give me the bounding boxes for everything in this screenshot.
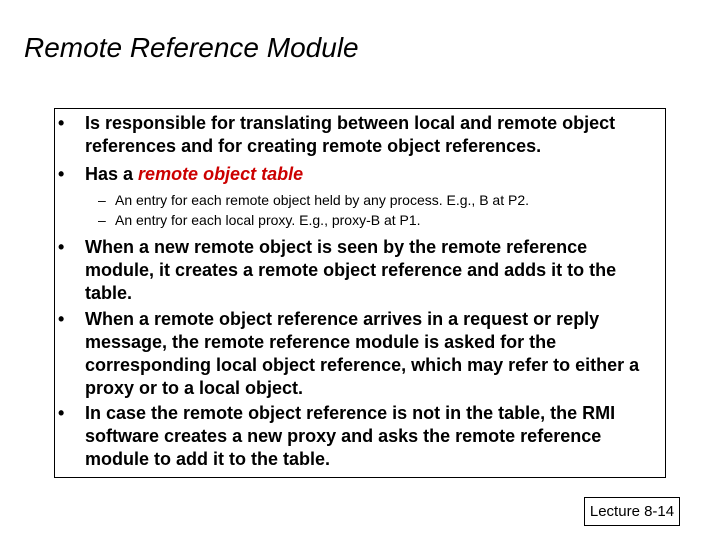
dash-icon: – (98, 192, 106, 208)
remote-object-table-highlight: remote object table (138, 164, 304, 184)
bullet-dot-icon: • (58, 403, 65, 423)
bullet-text-2 (58, 163, 658, 186)
bullet-text-1: Is responsible for translating between local and remote object references and for creating remote object references. (85, 113, 616, 156)
sub-text-1: An entry for each remote object held by any process. E.g., B at P2. (115, 192, 529, 208)
sub-item-2 (98, 210, 658, 230)
bullet-dot-icon: • (58, 113, 65, 133)
bullet-text-2-prefix: Has a (85, 164, 139, 184)
bullet-item-3 (58, 236, 658, 305)
bullet-dot-icon: • (58, 309, 65, 329)
bullet-dot-icon: • (58, 237, 65, 257)
bullet-text-5: In case the remote object reference is not in the table, the RMI software creates a new proxy and asks the remote reference module to add it to the table. (85, 403, 616, 469)
bullet-text-3: When a new remote object is seen by the remote reference module, it creates a remote object reference and adds it to the table. (85, 237, 617, 303)
sub-item-1 (98, 190, 658, 210)
slide-title: Remote Reference Module (24, 32, 359, 63)
bullet-dot-icon: • (58, 164, 65, 184)
bullet-item-4 (58, 308, 658, 400)
bullet-item-2 (58, 163, 658, 186)
bullet-item-5 (58, 402, 658, 471)
dash-icon: – (98, 212, 106, 228)
slide-number-label: Lecture 8-14 (584, 497, 680, 526)
bullet-text-4: When a remote object reference arrives in a request or reply message, the remote reference module is asked for the corresponding local object reference, which may refer to either a proxy or to a local object. (85, 309, 640, 398)
bullet-item-1 (58, 112, 658, 158)
sub-text-2: An entry for each local proxy. E.g., proxy-B at P1. (115, 212, 421, 228)
